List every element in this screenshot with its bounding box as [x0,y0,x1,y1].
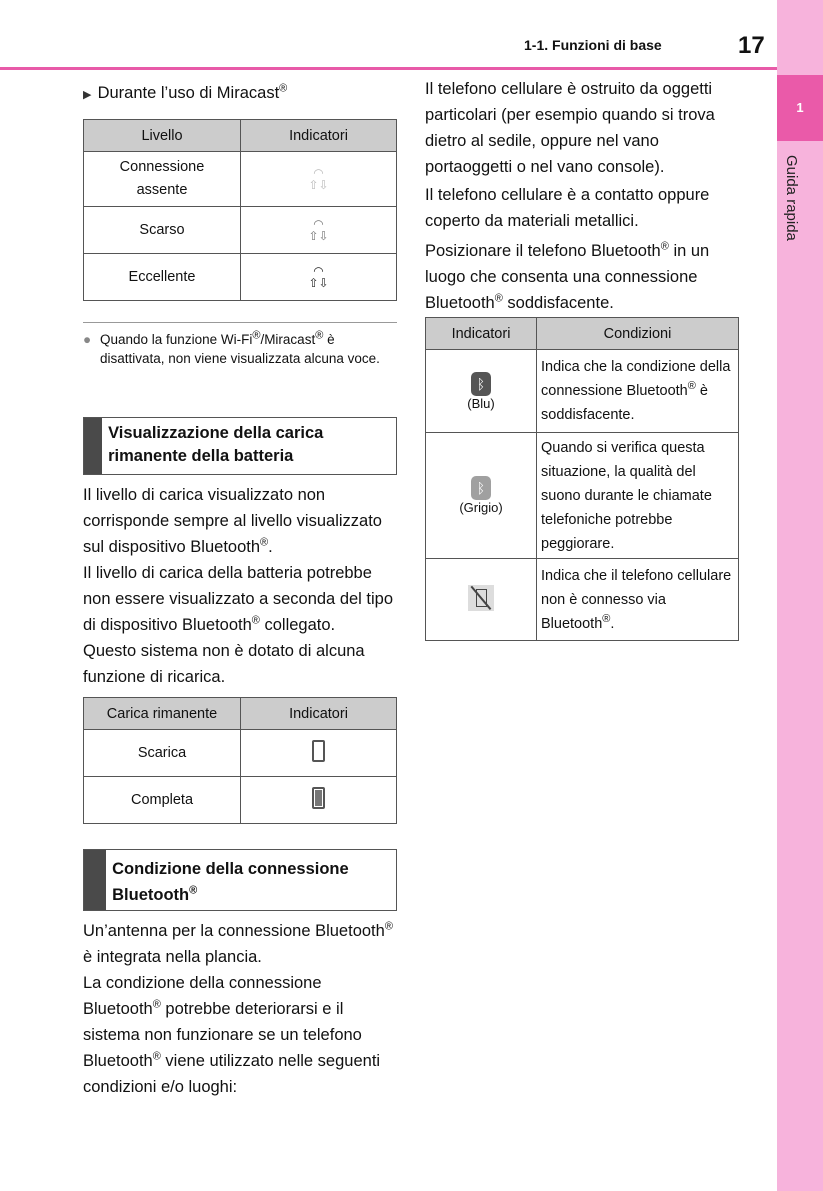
battery-heading-text: Visualizzazione della carica rimanente della batteria [108,424,324,465]
col-header: Condizioni [537,318,739,350]
wifi-weak-icon: ◠ ⇧⇩ [241,207,397,254]
charge-cell: Scarica [84,730,241,777]
battery-table [83,697,397,824]
col-header: Indicatori [426,318,537,350]
bluetooth-blue-icon-cell [426,350,537,433]
paragraph: Il livello di carica visualizzato non corrisponde sempre al livello visualizzato sul dispositivo Bluetooth®. [83,486,382,556]
right-paras [425,76,739,316]
page-number: 17 [738,32,765,59]
col-header: Indicatori [241,120,397,152]
battery-empty-icon [241,730,397,777]
note-text: Quando la funzione Wi-Fi®/Miracast® è disattivata, non viene visualizzata alcuna voce. [100,329,380,366]
paragraph: Un’antenna per la connessione Bluetooth® è integrata nella plancia. [83,920,393,966]
bluetooth-icon: ᛒ [471,476,491,500]
paragraph: Questo sistema non è dotato di alcuna funzione di ricarica. [83,642,365,686]
paragraph: La condizione della connessione Bluetooth® potrebbe deteriorarsi e il sistema non funzionare se un telefono Bluetooth® viene utilizzato nelle seguenti condizioni e/o luoghi: [83,974,381,1096]
phone-disconnected-icon [426,559,537,641]
note: ● Quando la funzione Wi-Fi®/Miracast® è disattivata, non viene visualizzata alcuna voce. [83,329,380,366]
paragraph: Il telefono cellulare è ostruito da oggetti particolari (per esempio quando si trova dietro al sedile, oppure nel vano portaoggetti o nel vano console). [425,80,715,176]
chapter-label: Guida rapida [783,155,800,241]
bluetooth-icon: ᛒ [471,372,491,396]
battery-paras [83,482,397,690]
battery-full-icon [241,777,397,824]
bluetooth-heading [83,849,397,911]
condition-cell: Indica che la condizione della connessione Bluetooth® è soddisfacente. [537,350,739,433]
paragraph: Posizionare il telefono Bluetooth® in un luogo che consenta una connessione Bluetooth® soddisfacente. [425,240,710,312]
level-cell: Eccellente [84,254,241,301]
bluetooth-grey-icon-cell [426,433,537,559]
icon-caption: (Blu) [467,395,495,411]
miracast-title-text: Durante l’uso di Miracast [97,84,280,102]
col-header: Carica rimanente [84,698,241,730]
bluetooth-heading-text: Condizione della connessione Bluetooth® [112,860,349,904]
bluetooth-paras [83,918,397,1100]
wifi-none-icon: ◠ ⇧⇩ [241,152,397,207]
section-title: 1-1. Funzioni di base [524,37,662,53]
paragraph: Il telefono cellulare è a contatto oppure coperto da materiali metallici. [425,186,710,230]
col-header: Indicatori [241,698,397,730]
level-cell: Connessione assente [84,152,241,207]
condition-cell: Quando si verifica questa situazione, la qualità del suono durante le chiamate telefoniche potrebbe peggiorare. [537,433,739,559]
wifi-excellent-icon: ◠ ⇧⇩ [241,254,397,301]
battery-heading [83,417,397,475]
paragraph: Il livello di carica della batteria potrebbe non essere visualizzato a seconda del tipo di dispositivo Bluetooth® collegato. [83,564,394,634]
icon-caption: (Grigio) [459,500,503,515]
header-rule [0,67,777,70]
condition-cell: Indica che il telefono cellulare non è connesso via Bluetooth®. [537,559,739,641]
col-header: Livello [84,120,241,152]
chapter-tab[interactable]: 1 [777,75,823,141]
charge-cell: Completa [84,777,241,824]
miracast-table [83,119,397,301]
level-cell: Scarso [84,207,241,254]
bluetooth-table [425,317,739,641]
miracast-subtitle: ▶ Durante l’uso di Miracast® [83,82,288,102]
